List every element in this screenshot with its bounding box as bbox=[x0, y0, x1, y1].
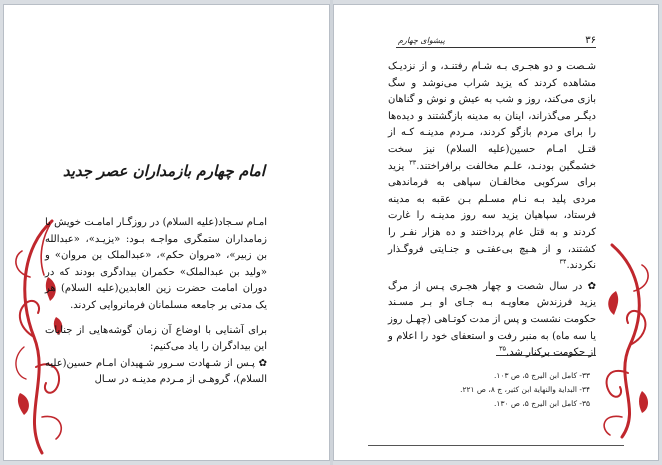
paragraph-text: یزید برای سرکوبی مخالفـان سپاهی به فرماندهی مردی پلید بـه نـام مسـلم بـن عقبه به مدینه فرستاد، سپاهیان یزید سه روز مدینـه را غارت کردند و به قتل عام پرداختند و ده هزار نفـر را کشتند، و از هـیچ بی‌عفتـی و جنـایتی فروگـذار نکردند. bbox=[388, 160, 596, 272]
right-page bbox=[333, 4, 659, 461]
chapter-title: امام چهارم بازمداران عصر جدید bbox=[62, 162, 265, 180]
footnote: ۳۳- کامل ابن الیرج ۵، ص ۱۰۳. bbox=[494, 371, 590, 380]
paragraph-text: ✿ در سال شصت و چهار هجـری پـس از مرگ یزید فرزندش معاویـه بـه جـای او بـر مسـند حکومت نشست و پس از مدت کوتـاهی (چهـل روز یا سه ماه) به منبر رفت و استعفای خود را اعلام و از حکومت برکنار شد. bbox=[388, 280, 596, 359]
header-divider bbox=[396, 47, 596, 48]
paragraph-text: شـصت و دو هجـری بـه شـام رفتنـد، و از نزدیـک مشاهده کردند که یزید شراب می‌نوشد و سگ بازی می‌کند، روز و شب به عیش و نوش و گناهان دیگـر می‌گذراند، اینان به مدینه بازگشتند و دیده‌ها را برای مردم بازگو کردند، مـردم مدینـه کـه از قتـل امـام حسین(علیه السلام) نیز سخت خشمگین بودنـد، علـم مخالفت برافراختند. bbox=[388, 61, 597, 172]
left-page bbox=[3, 4, 330, 461]
footnote-ref[interactable]: ۳۳ bbox=[409, 158, 417, 167]
footnote: ۳۴- البدایة والنهایة ابن کثیر، ج ۸، ص ۲۲۱. bbox=[460, 385, 590, 394]
paragraph: ✿ پـس از شـهادت سـرور شـهیدان امـام حسین(علیه السلام)، گروهـی از مـردم مدینـه در سـال bbox=[45, 357, 267, 386]
right-page-body bbox=[388, 59, 596, 362]
paragraph bbox=[388, 279, 596, 362]
paragraph: امـام سـجاد(علیه السلام) در روزگـار امامـت خویش با زمامداران ستمگری مواجـه بـود: «یزیـد»، «عبدالله بن زبیر»، «مروان حکم»، «عبدالملک بن مروان» و «ولید بن عبدالملک» حکمران بیدادگری بودند که در دوران امامت حضرت زین العابدین(علیه السلام) هر یک مدتی بر جامعه مسلمانان فرمانروایی کردند. bbox=[45, 217, 267, 311]
bottom-rule bbox=[368, 445, 624, 446]
paragraph bbox=[388, 59, 596, 275]
left-page-body bbox=[45, 215, 267, 389]
footnotes bbox=[400, 369, 590, 411]
footnote-ref[interactable]: ۳۴ bbox=[559, 257, 567, 266]
running-head: پیشوای چهارم bbox=[398, 36, 445, 45]
footnote-ref[interactable]: ۳۵ bbox=[499, 344, 507, 353]
page-number: ۳۶ bbox=[585, 35, 596, 46]
paragraph: برای آشنایی با اوضاع آن زمان گوشه‌هایی از جنایات این بیدادگران را یاد می‌کنیم: bbox=[45, 324, 267, 353]
footnote: ۳۵- کامل ابن الیرج ۵، ص ۱۳۰. bbox=[494, 399, 590, 408]
floral-ornament-right bbox=[598, 241, 652, 441]
footnote-divider bbox=[496, 355, 596, 356]
